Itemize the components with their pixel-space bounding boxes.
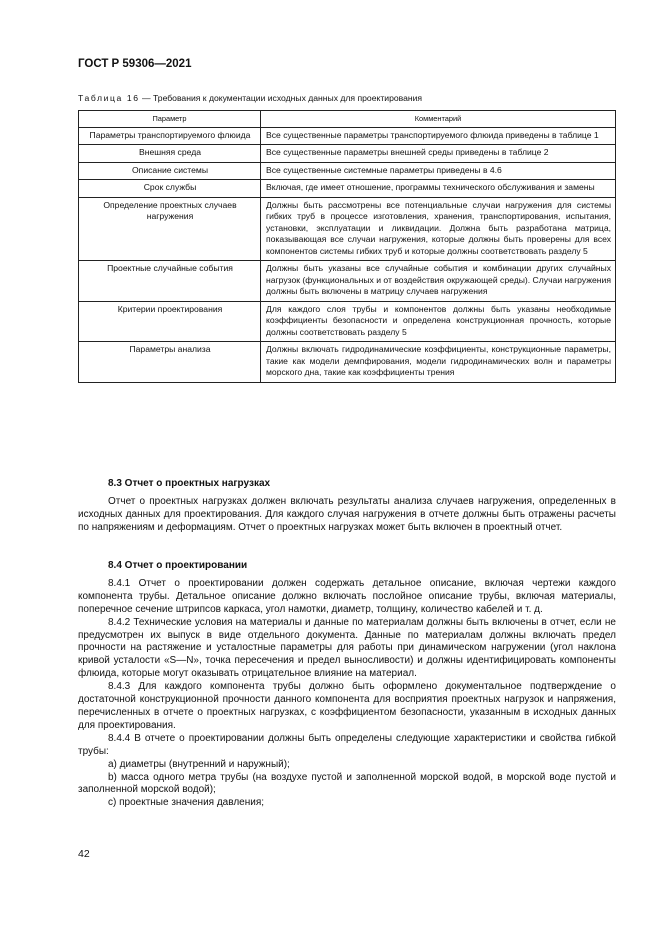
comment-cell: Для каждого слоя трубы и компонентов должны быть указаны необходимые коэффициенты безопасности и определена конструкционная прочность, которые должны соответствовать разделу 5	[261, 301, 616, 342]
comment-cell: Должны быть указаны все случайные события и комбинации других случайных нагрузок (функциональных и от воздействия окружающей среды). Случаи нагружения должны быть включены в матрицу случаев нагружения	[261, 261, 616, 302]
requirements-table	[78, 110, 616, 383]
param-cell: Параметры транспортируемого флюида	[79, 127, 261, 145]
table-row	[79, 301, 616, 342]
table-caption	[78, 93, 422, 103]
param-cell: Описание системы	[79, 162, 261, 180]
section-8-4	[78, 560, 616, 810]
paragraph-8-4-4: 8.4.4 В отчете о проектировании должны быть определены следующие характеристики и свойства гибкой трубы:	[78, 732, 616, 757]
table-row	[79, 180, 616, 198]
table-row	[79, 342, 616, 383]
param-cell: Определение проектных случаев нагружения	[79, 197, 261, 261]
column-header-parameter: Параметр	[79, 111, 261, 128]
paragraph-8-4-1: 8.4.1 Отчет о проектировании должен содержать детальное описание, включая чертежи каждого компонента трубы. Детальное описание должно включать послойное описание трубы, включая материалы, поперечное сечение штрипсов каркаса, угол намотки, диаметр, толщину, количество кабелей и т. д.	[78, 577, 616, 615]
param-cell: Проектные случайные события	[79, 261, 261, 302]
comment-cell: Должны включать гидродинамические коэффициенты, конструкционные параметры, такие как модели демпфирования, модели гидродинамических волн и параметры морского дна, такие как коэффициенты трения	[261, 342, 616, 383]
column-header-comment: Комментарий	[261, 111, 616, 128]
comment-cell: Должны быть рассмотрены все потенциальные случаи нагружения для системы гибких труб в процессе изготовления, хранения, транспортирования, испытания, установки, эксплуатации и ликвидации. Должна быть разработана матрица, показывающая все случаи нагружения, которые должны быть проверены для всех компонентов системы гибких труб и которые должны соответствовать разделу 5	[261, 197, 616, 261]
list-item-c: c) проектные значения давления;	[108, 797, 265, 809]
standard-header: ГОСТ Р 59306—2021	[78, 58, 192, 70]
param-cell: Параметры анализа	[79, 342, 261, 383]
table-row	[79, 145, 616, 163]
section-8-4-heading: 8.4 Отчет о проектировании	[108, 560, 248, 571]
section-8-3-heading: 8.3 Отчет о проектных нагрузках	[108, 478, 271, 489]
paragraph-8-4-3: 8.4.3 Для каждого компонента трубы должно быть оформлено документальное подтверждение о достаточной конструкционной прочности данного компонента для восприятия проектных нагрузок и напряжения, перечисленных в отчете о проектных нагрузках, с коэффициентом безопасности, указанным в исходных данных для проектирования.	[78, 681, 616, 731]
list-item-a: a) диаметры (внутренний и наружный);	[108, 758, 290, 770]
table-header-row	[79, 111, 616, 128]
table-row	[79, 127, 616, 145]
paragraph-8-4-2: 8.4.2 Технические условия на материалы и данные по материалам должны быть включены в отчет, если не предусмотрен их выпуск в виде отдельного документа. Данные по материалам должны включать предел прочности на растяжение и усталостные параметры для работы при динамическом нагружении (угол наклона кривой усталости «S—N», точка пересечения и предел выносливости) и должны идентифицировать компоненты флюида, которые могут оказывать отрицательное влияние на материал.	[78, 616, 616, 680]
list-item-b: b) масса одного метра трубы (на воздухе пустой и заполненной морской водой, в морской воде пустой и заполненной морской водой);	[78, 771, 616, 796]
paragraph: Отчет о проектных нагрузках должен включать результаты анализа случаев нагружения, определенных в исходных данных для проектирования. Для каждого случая нагружения в отчете должны быть отражены расчеты по напряжениям и деформациям. Отчет о проектных нагрузках может быть включен в проектный отчет.	[78, 495, 616, 533]
table-row	[79, 261, 616, 302]
param-cell: Срок службы	[79, 180, 261, 198]
table-row	[79, 162, 616, 180]
comment-cell: Все существенные системные параметры приведены в 4.6	[261, 162, 616, 180]
table-caption-text: — Требования к документации исходных данных для проектирования	[139, 93, 423, 103]
param-cell: Критерии проектирования	[79, 301, 261, 342]
comment-cell: Все существенные параметры внешней среды приведены в таблице 2	[261, 145, 616, 163]
section-8-3	[78, 478, 616, 535]
page-number: 42	[78, 848, 90, 860]
param-cell: Внешняя среда	[79, 145, 261, 163]
table-caption-label: Таблица 16	[78, 93, 140, 103]
table-row	[79, 197, 616, 261]
comment-cell: Все существенные параметры транспортируемого флюида приведены в таблице 1	[261, 127, 616, 145]
comment-cell: Включая, где имеет отношение, программы технического обслуживания и замены	[261, 180, 616, 198]
